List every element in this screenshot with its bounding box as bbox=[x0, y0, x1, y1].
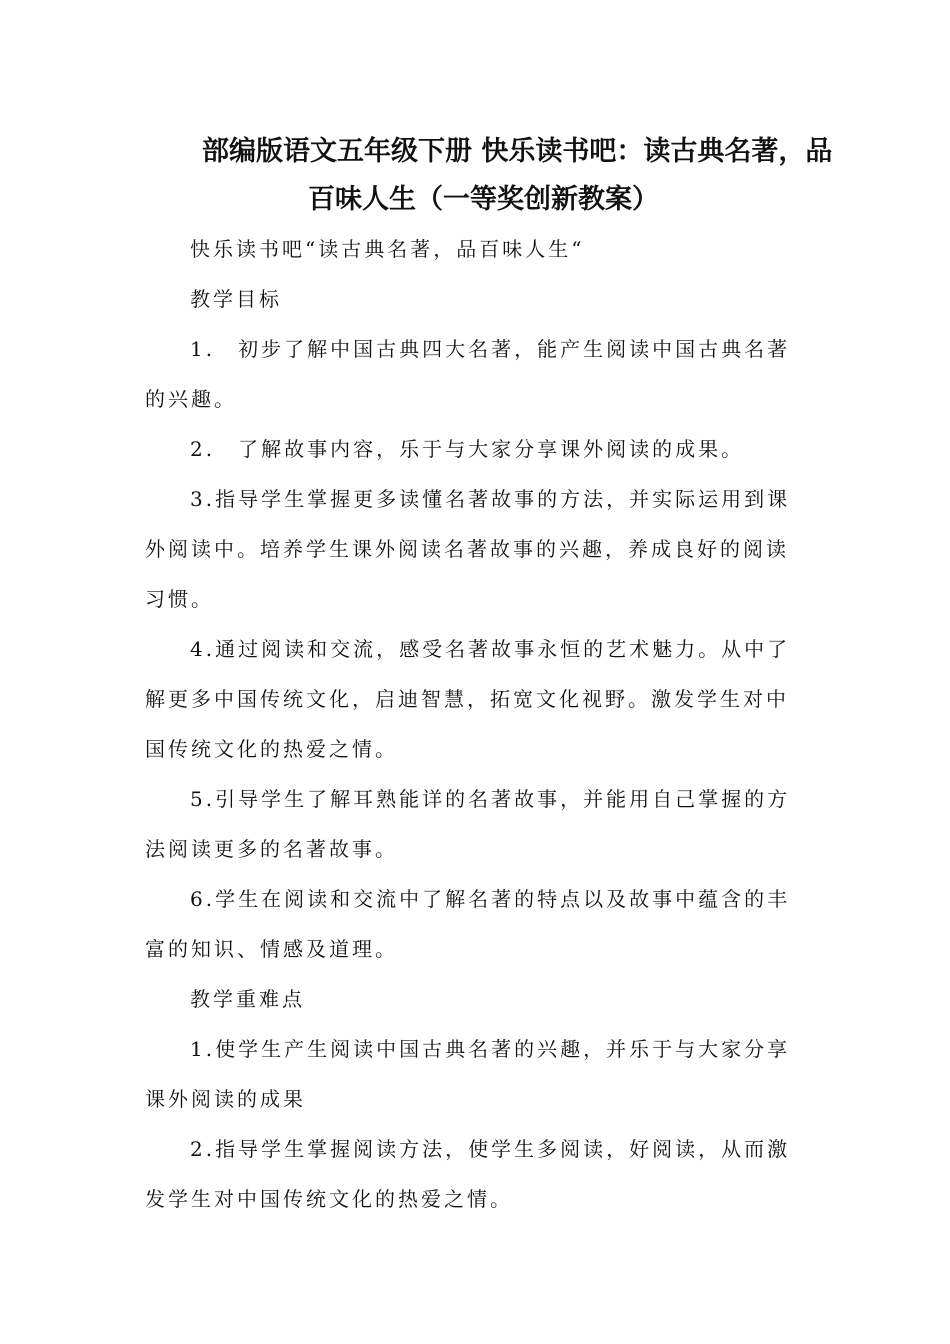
goal-item-3: 3.指导学生掌握更多读懂名著故事的方法，并实际运用到课外阅读中。培养学生课外阅读名著故事的兴趣，养成良好的阅读习惯。 bbox=[145, 487, 791, 611]
key-point-item-1: 1.使学生产生阅读中国古典名著的兴趣，并乐于与大家分享课外阅读的成果 bbox=[145, 1037, 791, 1111]
paragraph-intro: 快乐读书吧“读古典名著，品百味人生“ bbox=[190, 237, 585, 261]
key-point-item-2: 2.指导学生掌握阅读方法，使学生多阅读，好阅读，从而激发学生对中国传统文化的热爱之情。 bbox=[145, 1137, 791, 1211]
document-title-line-2: 百味人生（一等奖创新教案） bbox=[308, 184, 659, 215]
goal-item-2: 2. 了解故事内容，乐于与大家分享课外阅读的成果。 bbox=[190, 437, 745, 461]
heading-teaching-goals: 教学目标 bbox=[190, 287, 282, 311]
document-body bbox=[145, 224, 810, 1224]
goal-item-6: 6.学生在阅读和交流中了解名著的特点以及故事中蕴含的丰富的知识、情感及道理。 bbox=[145, 887, 791, 961]
heading-key-points: 教学重难点 bbox=[190, 987, 305, 1011]
goal-item-5: 5.引导学生了解耳熟能详的名著故事，并能用自己掌握的方法阅读更多的名著故事。 bbox=[145, 787, 791, 861]
document-title-line-1: 部编版语文五年级下册 快乐读书吧：读古典名著，品 bbox=[202, 136, 833, 167]
goal-item-4: 4.通过阅读和交流，感受名著故事永恒的艺术魅力。从中了解更多中国传统文化，启迪智慧，拓宽文化视野。激发学生对中国传统文化的热爱之情。 bbox=[145, 637, 791, 761]
goal-item-1: 1. 初步了解中国古典四大名著，能产生阅读中国古典名著的兴趣。 bbox=[145, 337, 791, 411]
